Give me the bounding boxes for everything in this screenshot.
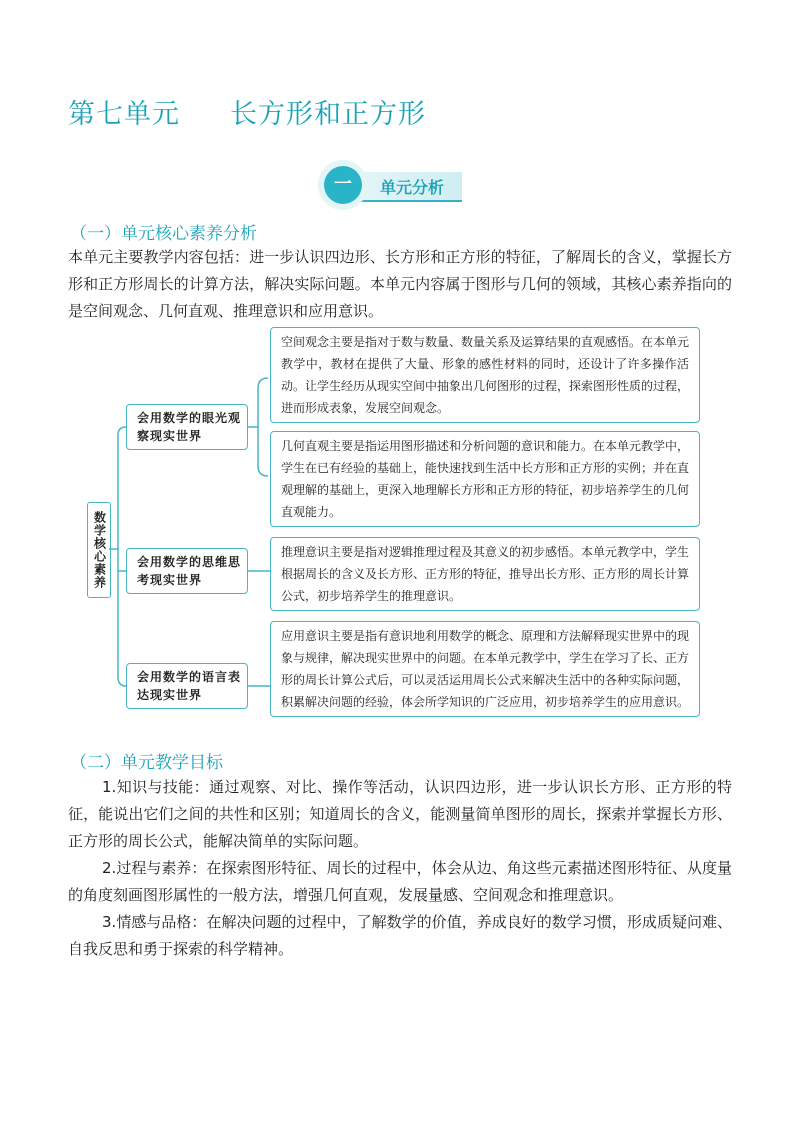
section-badge-number: 一 [324,166,362,204]
unit-subject: 长方形和正方形 [230,99,426,130]
connector-trunk [118,427,126,686]
diagram-root [87,502,111,598]
section-badge-label: 单元分析 [380,178,445,197]
section-badge [318,160,468,218]
section2-heading: （二）单元教学目标 [70,753,223,773]
section1-heading: （一）单元核心素养分析 [70,224,257,244]
diagram-root-label: 数学核心素养 [92,511,107,589]
diagram-desc-reasoning: 推理意识主要是指对逻辑推理过程及其意义的初步感悟。本单元教学中，学生根据周长的含义及长方形、正方形的特征，推导出长方形、正方形的周长计算公式，初步培养学生的推理意识。 [270,537,700,611]
section-badge-circle [318,160,368,210]
diagram-desc-spatial: 空间观念主要是指对于数与数量、数量关系及运算结果的直观感悟。在本单元教学中，教材在提供了大量、形象的感性材料的同时，还设计了许多操作活动。让学生经历从现实空间中抽象出几何图形的过程，探索图形性质的过程，进而形成表象，发展空间观念。 [270,327,700,423]
diagram-branch-think: 会用数学的思维思考现实世界 [126,548,248,594]
unit-title [68,92,426,131]
diagram-branch-observe: 会用数学的眼光观察现实世界 [126,404,248,450]
connector-branch-1-split [258,378,268,476]
diagram-desc-application: 应用意识主要是指有意识地利用数学的概念、原理和方法解释现实世界中的现象与规律，解决现实世界中的问题。在本单元教学中，学生在学习了长、正方形的周长计算公式后，可以灵活运用周长公式来解决生活中的各种实际问题，积累解决问题的经验，体会所学知识的广泛应用，初步培养学生的应用意识。 [270,621,700,717]
goal-process: 2.过程与素养：在探索图形特征、周长的过程中，体会从边、角这些元素描述图形特征、从度量的角度刻画图形属性的一般方法，增强几何直观，发展量感、空间观念和推理意识。 [68,859,732,904]
unit-number: 第七单元 [68,99,180,130]
diagram-desc-geometric: 几何直观主要是指运用图形描述和分析问题的意识和能力。在本单元教学中，学生在已有经验的基础上，能快速找到生活中长方形和正方形的实例；并在直观理解的基础上，更深入地理解长方形和正方形的特征，初步培养学生的几何直观能力。 [270,431,700,527]
goal-knowledge: 1.知识与技能：通过观察、对比、操作等活动，认识四边形，进一步认识长方形、正方形的特征，能说出它们之间的共性和区别；知道周长的含义，能测量简单图形的周长，探索并掌握长方形、正方形的周长公式，能解决简单的实际问题。 [68,778,732,850]
diagram-branch-express: 会用数学的语言表达现实世界 [126,663,248,709]
goal-emotion: 3.情感与品格：在解决问题的过程中，了解数学的价值，养成良好的数学习惯，形成质疑问难、自我反思和勇于探索的科学精神。 [68,913,732,958]
section1-intro: 本单元主要教学内容包括：进一步认识四边形、长方形和正方形的特征，了解周长的含义，掌握长方形和正方形周长的计算方法，解决实际问题。本单元内容属于图形与几何的领域，其核心素养指向的是空间观念、几何直观、推理意识和应用意识。 [68,248,732,320]
